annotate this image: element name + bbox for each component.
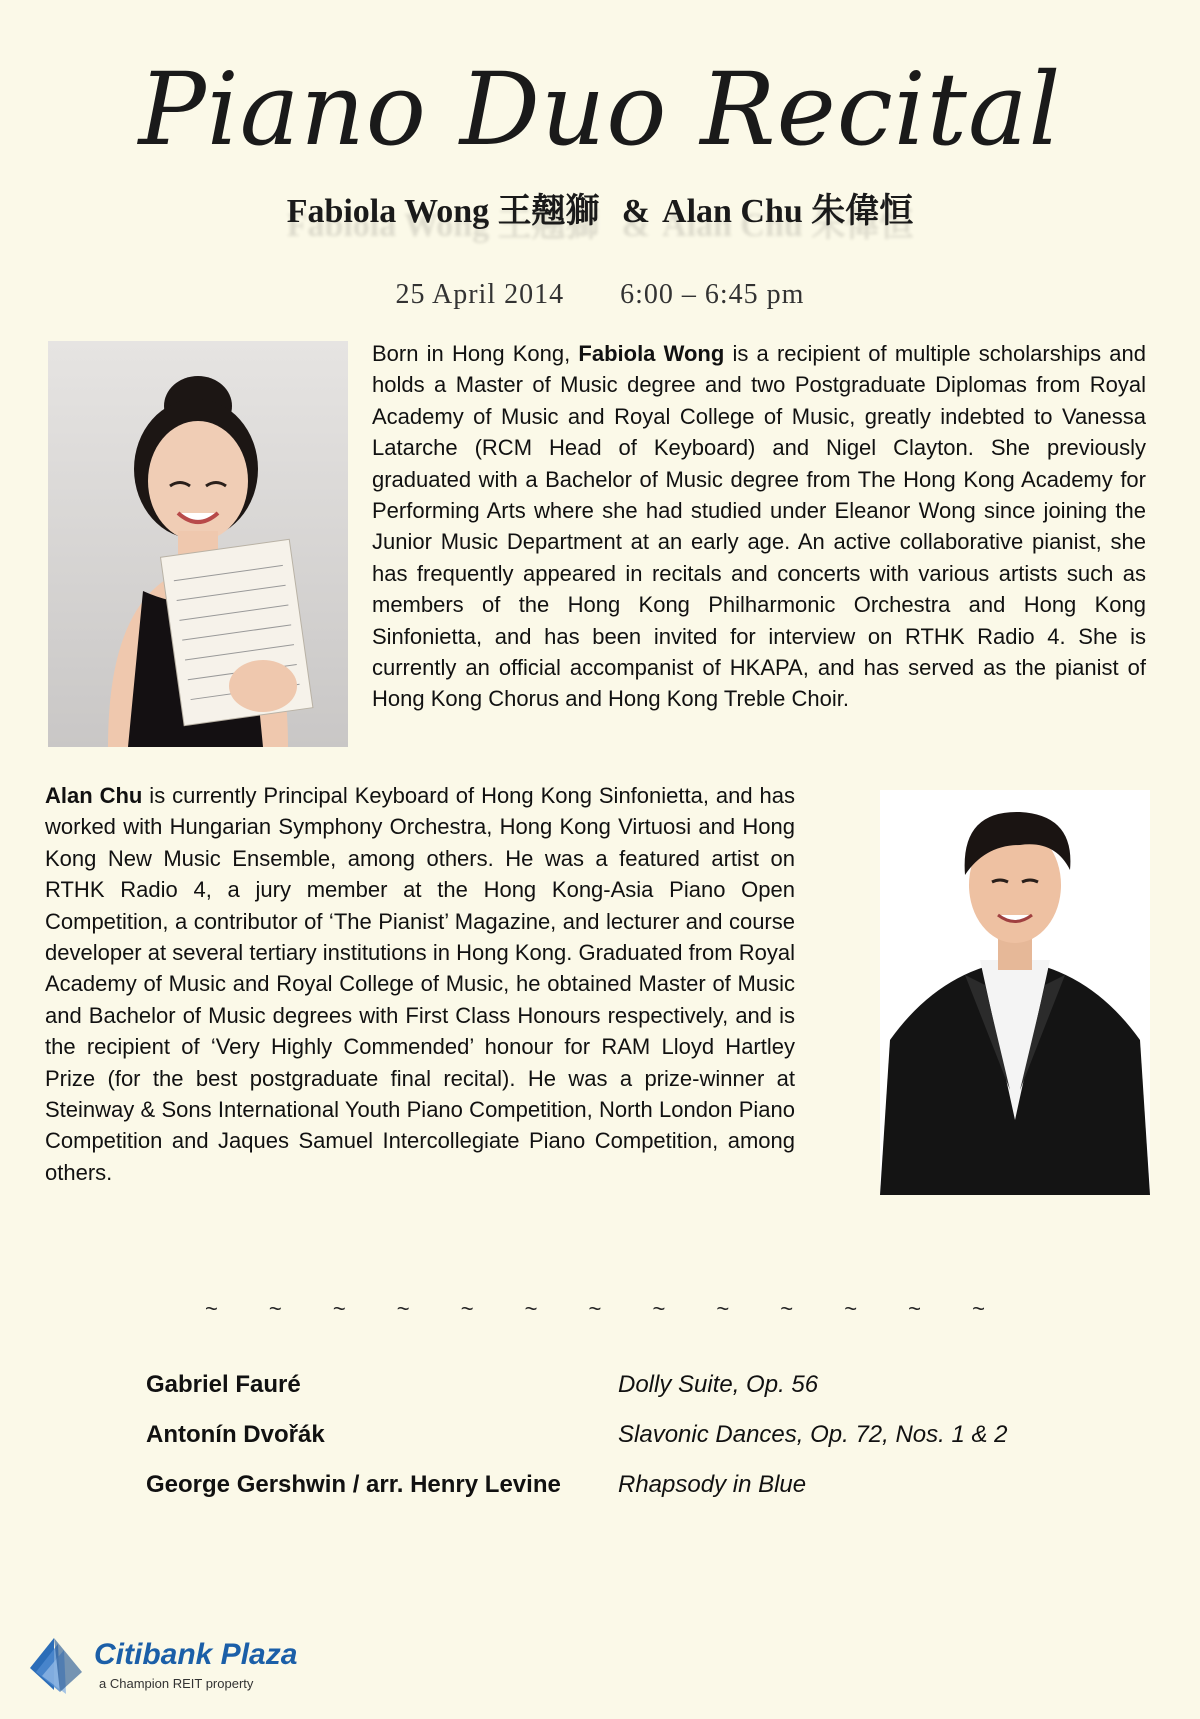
ampersand: &: [621, 193, 651, 230]
divider-tilde: ~: [460, 1296, 474, 1321]
recital-title: Piano Duo Recital: [138, 51, 1062, 168]
divider-tilde: ~: [844, 1296, 858, 1321]
program-work: Rhapsody in Blue: [618, 1471, 807, 1498]
bio-name-alan: Alan Chu: [45, 783, 143, 808]
citibank-plaza-logo: [24, 1630, 344, 1700]
divider-tilde: ~: [396, 1296, 410, 1321]
divider-tilde: ~: [268, 1296, 282, 1321]
program-composer: Antonín Dvořák: [146, 1421, 325, 1448]
divider-tilde: ~: [524, 1296, 538, 1321]
divider-tilde: ~: [332, 1296, 346, 1321]
event-time: 6:00 – 6:45 pm: [620, 279, 805, 310]
logo-tagline: a Champion REIT property: [99, 1676, 254, 1691]
fabiola-wong-photo: [48, 341, 348, 747]
program-item: [146, 1460, 1066, 1510]
alan-chu-bio: Alan Chu is currently Principal Keyboard of Hong Kong Sinfonietta, and has worked with Hungarian Symphony Orchestra, Hong Kong Virtuosi and Hong Kong New Music Ensemble, among others. He was a featured artist on RTHK Radio 4, a jury member at the Hong Kong-Asia Piano Open Competition, a contributor of ‘The Pianist’ Magazine, and lecturer and course developer at several tertiary institutions in Hong Kong. Graduated from Royal Academy of Music and Royal College of Music, he obtained Master of Music and Bachelor of Music degrees with First Class Honours respectively, and is the recipient of ‘Very Highly Commended’ honour for RAM Lloyd Hartley Prize (for the best postgraduate final recital). He was a prize-winner at Steinway & Sons International Youth Piano Competition, North London Piano Competition and Jaques Samuel Intercollegiate Piano Competition, among others.: [45, 783, 795, 1185]
divider-tilde: ~: [972, 1296, 985, 1321]
program-list: [146, 1360, 1066, 1510]
divider-tilde: ~: [716, 1296, 730, 1321]
fabiola-wong-bio: Born in Hong Kong, Fabiola Wong is a recipient of multiple scholarships and holds a Master of Music degree and two Postgraduate Diplomas from Royal Academy of Music and Royal College of Music, greatly indebted to Vanessa Latarche (RCM Head of Keyboard) and Nigel Clayton. She previously graduated with a Bachelor of Music degree from The Hong Kong Academy for Performing Arts where she had studied under Eleanor Wong since joining the Junior Music Department at an early age. An active collaborative pianist, she has frequently appeared in recitals and concerts with various artists such as members of the Hong Kong Philharmonic Orchestra and Hong Kong Sinfonietta, and has been invited for interview on RTHK Radio 4. She is currently an official accompanist of HKAPA, and has served as the pianist of Hong Kong Chorus and Hong Kong Treble Choir.: [372, 341, 1146, 712]
divider-tilde: ~: [588, 1296, 602, 1321]
program-composer: George Gershwin / arr. Henry Levine: [146, 1471, 561, 1498]
program-item: [146, 1410, 1066, 1460]
event-datetime: [0, 278, 1200, 312]
program-composer: Gabriel Fauré: [146, 1371, 301, 1398]
divider-tilde: ~: [205, 1296, 218, 1321]
program-item: [146, 1360, 1066, 1410]
program-work: Dolly Suite, Op. 56: [618, 1371, 819, 1398]
section-divider: [205, 1296, 985, 1322]
citibank-plaza-logo-icon: [24, 1632, 88, 1696]
program-work: Slavonic Dances, Op. 72, Nos. 1 & 2: [618, 1421, 1008, 1448]
divider-tilde: ~: [780, 1296, 794, 1321]
alan-chu-photo: [880, 790, 1150, 1195]
event-date: 25 April 2014: [395, 279, 565, 310]
logo-name: Citibank Plaza: [94, 1638, 298, 1671]
performer-name-fabiola: Fabiola Wong 王翹獅: [286, 193, 600, 230]
performer-name-alan: Alan Chu 朱偉恒: [662, 193, 914, 230]
bio-name-fabiola: Fabiola Wong: [578, 341, 725, 366]
performers-line: [0, 190, 1200, 234]
divider-tilde: ~: [908, 1296, 921, 1321]
divider-tilde: ~: [652, 1296, 666, 1321]
